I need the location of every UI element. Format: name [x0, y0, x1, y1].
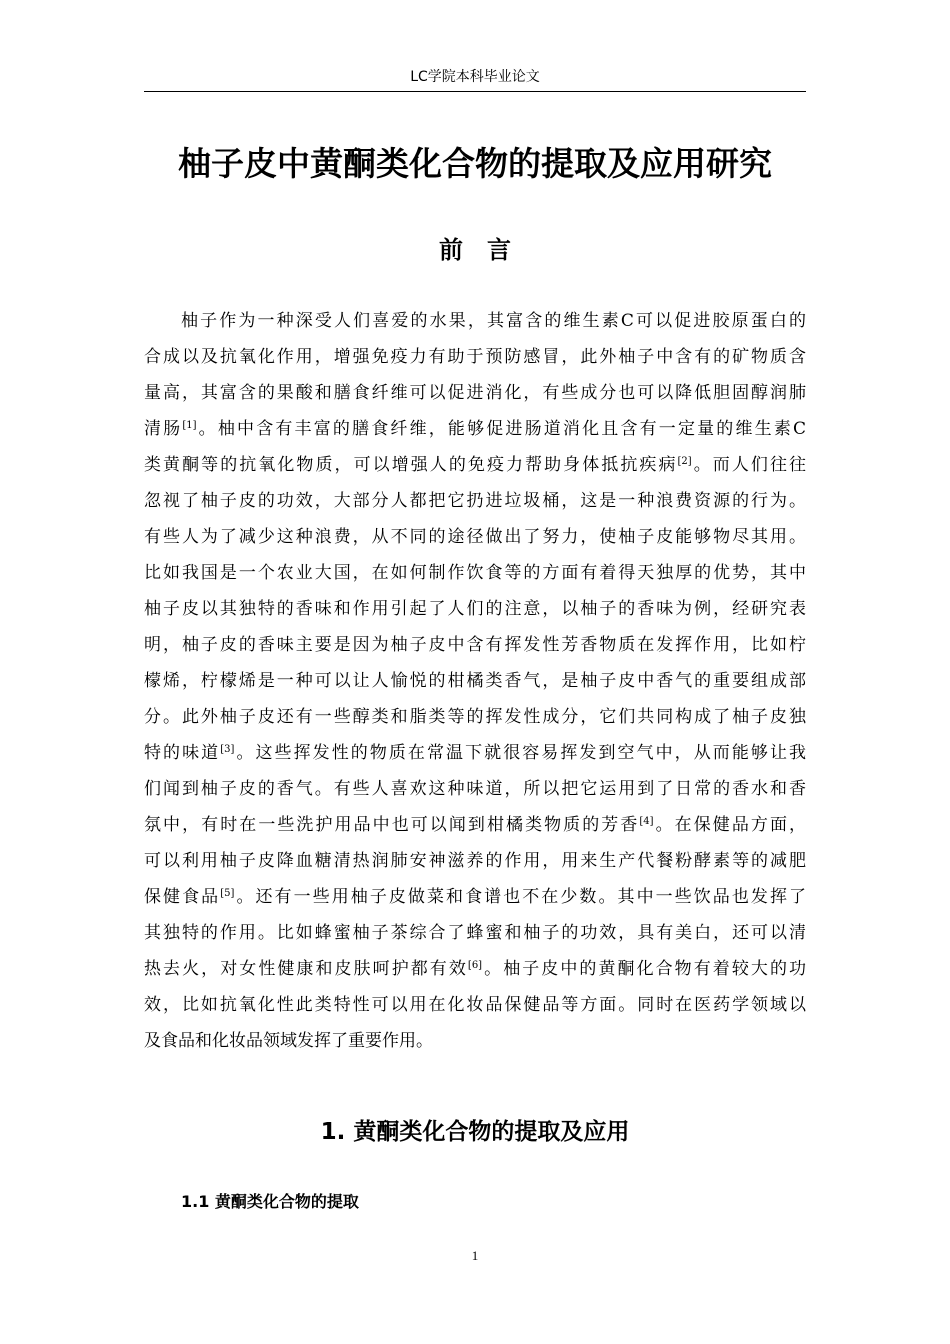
paragraph-line: [144, 771, 806, 807]
paragraph-line: [144, 303, 806, 339]
line-text: 柚子皮以其独特的香味和作用引起了人们的注意，以柚子的香味为例，经研究表: [144, 599, 806, 619]
paragraph-line: [144, 915, 806, 951]
line-text: 比如我国是一个农业大国，在如何制作饮食等的方面有着得天独厚的优势，其中: [144, 563, 806, 583]
line-text-continued: 。还有一些用柚子皮做菜和食谱也不在少数。其中一些饮品也发挥了: [234, 887, 807, 907]
line-text: 特的味道: [144, 743, 221, 763]
chapter-heading: 1. 黄酮类化合物的提取及应用: [320, 1119, 630, 1145]
paragraph-line: [144, 411, 806, 447]
paragraph-line: [144, 447, 806, 483]
preface-body: [144, 303, 806, 1059]
paragraph-line: [144, 735, 806, 771]
paragraph-line: [144, 375, 806, 411]
paragraph-line: [144, 339, 806, 375]
paragraph-line: [144, 879, 806, 915]
line-text-continued: 。柚中含有丰富的膳食纤维，能够促进肠道消化且含有一定量的维生素C: [196, 419, 806, 439]
paragraph-line: [144, 519, 806, 555]
paragraph-line: [144, 699, 806, 735]
citation-marker: [3]: [220, 744, 235, 755]
paragraph-line: [144, 987, 806, 1023]
line-text-continued: 。柚子皮中的黄酮化合物有着较大的功: [482, 959, 807, 979]
citation-marker: [6]: [467, 960, 483, 971]
line-text: 明，柚子皮的香味主要是因为柚子皮中含有挥发性芳香物质在发挥作用，比如柠: [144, 635, 806, 655]
line-text-continued: 。在保健品方面，: [653, 815, 807, 835]
running-header: LC学院本科毕业论文: [410, 69, 540, 85]
line-text: 清肠: [144, 419, 183, 439]
subsection-heading: 1.1 黄酮类化合物的提取: [181, 1192, 359, 1211]
paragraph-line: [144, 555, 806, 591]
line-text: 忽视了柚子皮的功效，大部分人都把它扔进垃圾桶，这是一种浪费资源的行为。: [144, 491, 806, 511]
citation-marker: [5]: [220, 888, 235, 899]
line-text-continued: 。而人们往往: [691, 455, 807, 475]
line-text: 量高，其富含的果酸和膳食纤维可以促进消化，有些成分也可以降低胆固醇润肺: [144, 383, 806, 403]
paragraph-line: [144, 843, 806, 879]
page-number: 1: [471, 1248, 479, 1263]
paragraph-line: [144, 591, 806, 627]
line-text: 合成以及抗氧化作用，增强免疫力有助于预防感冒，此外柚子中含有的矿物质含: [144, 347, 806, 367]
citation-marker: [1]: [182, 420, 197, 431]
header-rule: [144, 91, 806, 92]
line-text: 柚子作为一种深受人们喜爱的水果，其富含的维生素C可以促进胶原蛋白的: [181, 311, 806, 331]
line-text: 檬烯，柠檬烯是一种可以让人愉悦的柑橘类香气，是柚子皮中香气的重要组成部: [144, 671, 806, 691]
line-text: 效，比如抗氧化性此类特性可以用在化妆品保健品等方面。同时在医药学领域以: [144, 995, 806, 1015]
line-text: 有些人为了减少这种浪费，从不同的途径做出了努力，使柚子皮能够物尽其用。: [144, 527, 806, 547]
line-text: 氛中，有时在一些洗护用品中也可以闻到柑橘类物质的芳香: [144, 815, 640, 835]
line-text-continued: 。这些挥发性的物质在常温下就很容易挥发到空气中，从而能够让我: [234, 743, 807, 763]
line-text: 分。此外柚子皮还有一些醇类和脂类等的挥发性成分，它们共同构成了柚子皮独: [144, 707, 806, 727]
paragraph-line: [144, 483, 806, 519]
line-text: 其独特的作用。比如蜂蜜柚子茶综合了蜂蜜和柚子的功效，具有美白，还可以清: [144, 923, 806, 943]
line-text: 类黄酮等的抗氧化物质，可以增强人的免疫力帮助身体抵抗疾病: [144, 455, 678, 475]
preface-heading: 前言: [439, 236, 535, 264]
citation-marker: [4]: [639, 816, 654, 827]
paragraph-line: [144, 1023, 806, 1059]
paragraph-line: [144, 663, 806, 699]
paragraph-line: [144, 951, 806, 987]
paragraph-line: [144, 807, 806, 843]
line-text: 可以利用柚子皮降血糖清热润肺安神滋养的作用，用来生产代餐粉酵素等的减肥: [144, 851, 806, 871]
line-text: 们闻到柚子皮的香气。有些人喜欢这种味道，所以把它运用到了日常的香水和香: [144, 779, 806, 799]
paragraph-line: [144, 627, 806, 663]
line-text: 及食品和化妆品领域发挥了重要作用。: [144, 1031, 433, 1051]
line-text: 热去火，对女性健康和皮肤呵护都有效: [144, 959, 468, 979]
line-text: 保健食品: [144, 887, 221, 907]
citation-marker: [2]: [677, 456, 692, 467]
document-title: 柚子皮中黄酮类化合物的提取及应用研究: [178, 144, 772, 183]
